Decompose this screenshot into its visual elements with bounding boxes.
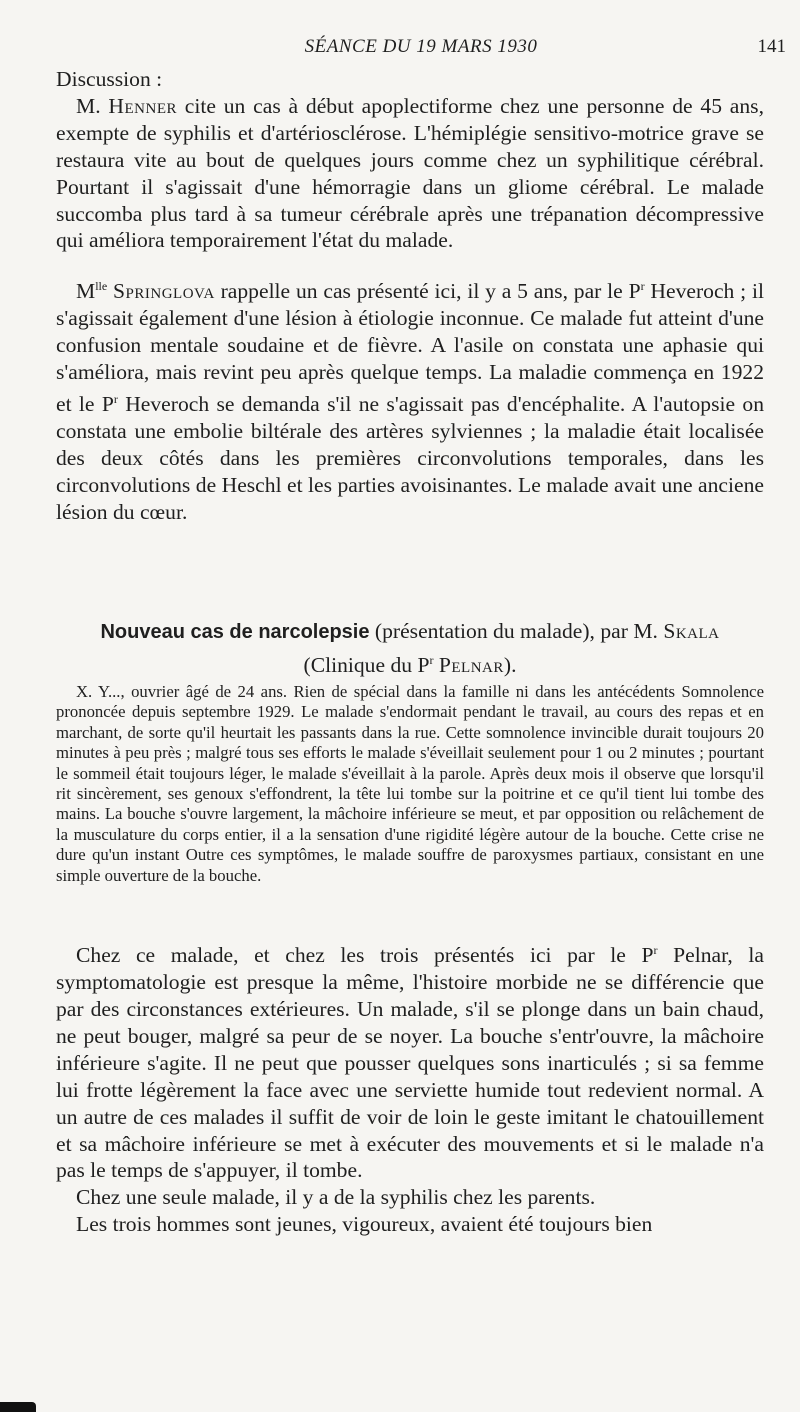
scan-edge-mark — [0, 1402, 36, 1412]
case-report — [56, 682, 764, 886]
discussion-paragraph-henner: M. Henner cite un cas à début apoplectiforme chez une personne de 45 ans, exempte de syphilis et d'artériosclérose. L'hémiplégie sensitivo-motrice grave se restaura vite au bout de quelques jours comme chez un syphilitique cérébral. Pourtant il s'agissait d'une hémorragie dans un gliome cérébral. Le malade succomba plus tard à sa tumeur cérébrale après une trépanation décompressive qui améliora temporairement l'état du malade. — [56, 93, 764, 253]
case-report-paragraph: X. Y..., ouvrier âgé de 24 ans. Rien de spécial dans la famille ni dans les antécédents Somnolence prononcée depuis septembre 1929. Le malade s'endormait pendant le travail, au cours des repas et en marchant, de sorte qu'il heurtait les passants dans la rue. Cette somnolence invincible durait toujours 20 minutes à peu près ; malgré tous ses efforts le malade s'éveillait seulement pour 1 ou 2 minutes ; pourtant le sommeil était toujours léger, le malade s'éveillait à la parole. Après deux mois il observe que lorsqu'il rit sincèrement, ses genoux s'effondrent, la tête lui tombe sur la poitrine et ce qu'il tient lui tombe des mains. La bouche s'ouvre largement, la mâchoire inférieure se meut, et par opposition ou relâchement de la musculature du corps entier, il a la sensation d'une rigidité légère autour de la bouche. Cette crise ne dure qu'un instant Outre ces symptômes, le malade souffre de paroxysmes partiaux, consistant en une simple ouverture de la bouche. — [56, 682, 764, 885]
commentary-paragraph-1: Chez ce malade, et chez les trois présentés ici par le $P^r$ Pelnar, la symptomatologie est presque la même, l'histoire morbide ne se différencie que par des circonstances extérieures. Un malade, s'il se plonge dans un bain chaud, ne peut bouger, malgré sa peur de se noyer. La bouche s'entr'ouvre, la mâchoire inférieure s'agite. Il ne peut que pousser quelques sons inarticulés ; si sa femme lui frotte légèrement la face avec une serviette humide tout redevient normal. A un autre de ces malades il suffit de voir de loin le geste imitant le chatouillement et sa mâchoire inférieure se met à exécuter des mouvements et si le malade n'a pas le temps de s'appuyer, il tombe. — [56, 943, 764, 1183]
running-title: SÉANCE DU 19 MARS 1930 — [304, 36, 538, 57]
running-head — [56, 36, 786, 62]
commentary-paragraph-3: Les trois hommes sont jeunes, vigoureux, avaient été toujours bien — [76, 1212, 653, 1237]
commentary-paragraph-2: Chez une seule malade, il y a de la syphilis chez les parents. — [76, 1185, 596, 1210]
commentary-block — [56, 937, 764, 1238]
author-name-henner: Henner — [108, 93, 177, 118]
author-name-springlova: Springlova — [113, 279, 215, 304]
discussion-block — [56, 66, 764, 526]
discussion-heading: Discussion : — [56, 67, 163, 91]
discussion-paragraph-springlova: $M^{lle}$ Springlova rappelle un cas présenté ici, il y a 5 ans, par le $P^r$ Heveroch ; il s'agissait également d'une lésion à étiologie inconnue. Ce malade fut atteint d'une confusion mentale soudaine et de fièvre. A l'asile on constata une aphasie qui s'améliora, mais revint peu après quelque temps. La maladie commença en 1922 et le $P^r$ Heveroch se demanda s'il ne s'agissait pas d'encéphalite. A l'autopsie on constata une embolie biltérale des artères sylviennes ; la maladie était localisée des deux côtés dans les premières circonvolutions temporales, dans les circonvolutions de Heschl et les parties avoisinantes. Le malade avait une anciene lésion du cœur. — [56, 279, 764, 524]
author-name-skala: Skala — [663, 619, 720, 643]
section-title-bold: Nouveau cas de narcolepsie — [100, 621, 370, 643]
section-title: Nouveau cas de narcolepsie (présentation du malade), par M. Skala (Clinique du $P^r$ Pelnar). — [100, 619, 720, 678]
clinic-name-pelnar: Pelnar — [438, 653, 504, 678]
page-number: 141 — [757, 36, 786, 57]
